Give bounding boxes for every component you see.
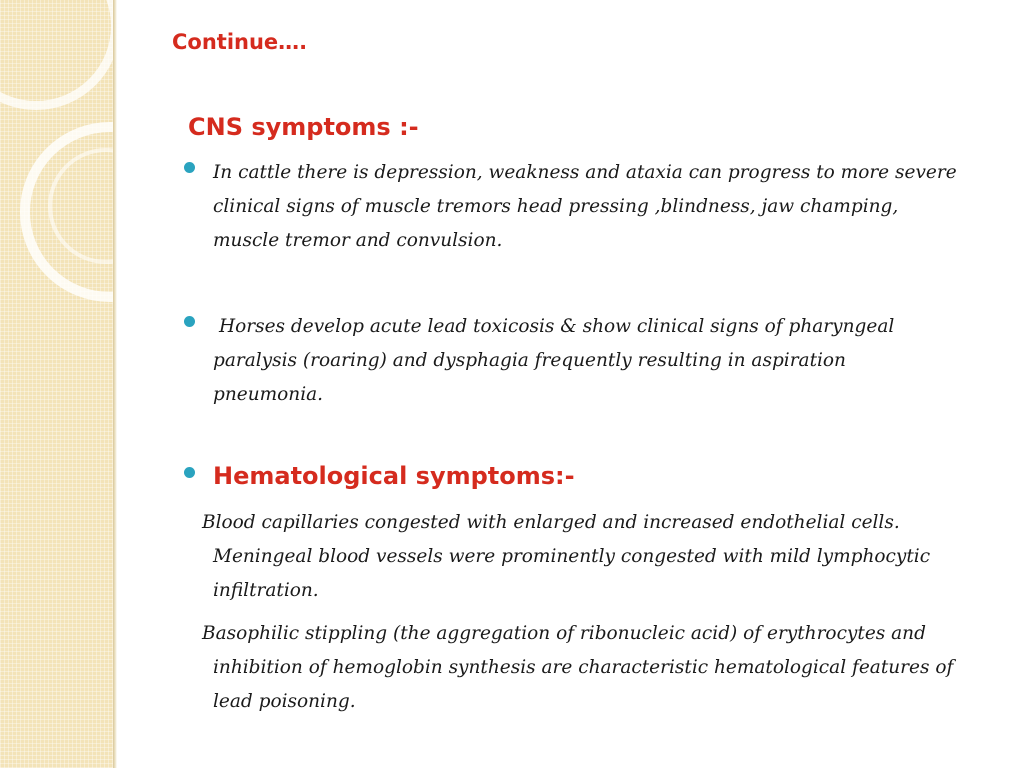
basophilic-stippling-paragraph [202,617,1002,719]
decorative-ring [0,0,113,110]
paragraph-line: pneumonia. [213,384,324,405]
paragraph-line: infiltration. [213,580,319,601]
paragraph-line: Basophilic stippling (the aggregation of ribonucleic acid) of erythrocytes and [202,623,926,644]
side-panel-edge [113,0,117,768]
paragraph-line: inhibition of hemoglobin synthesis are characteristic hematological features of [213,657,954,678]
decorative-side-panel [0,0,113,768]
paragraph-line: paralysis (roaring) and dysphagia frequently resulting in aspiration [213,350,846,371]
bullet-dot-icon [184,467,195,478]
horses-cns-paragraph [213,310,1003,412]
paragraph-line: lead poisoning. [213,691,356,712]
bullet-dot-icon [184,316,195,327]
bullet-dot-icon [184,162,195,173]
paragraph-line: In cattle there is depression, weakness and ataxia can progress to more severe [213,162,957,183]
paragraph-line: Meningeal blood vessels were prominently congested with mild lymphocytic [213,546,931,567]
cattle-cns-paragraph [213,156,1003,258]
hematological-symptoms-heading: Hematological symptoms:- [213,462,575,490]
paragraph-line: muscle tremor and convulsion. [213,230,503,251]
paragraph-line: clinical signs of muscle tremors head pressing ,blindness, jaw champing, [213,196,899,217]
paragraph-line: Blood capillaries congested with enlarged and increased endothelial cells. [202,512,900,533]
paragraph-line: Horses develop acute lead toxicosis & show clinical signs of pharyngeal [219,316,895,337]
slide-title: Continue…. [172,30,308,54]
cns-symptoms-heading: CNS symptoms :- [188,113,419,141]
blood-capillaries-paragraph [202,506,1002,608]
